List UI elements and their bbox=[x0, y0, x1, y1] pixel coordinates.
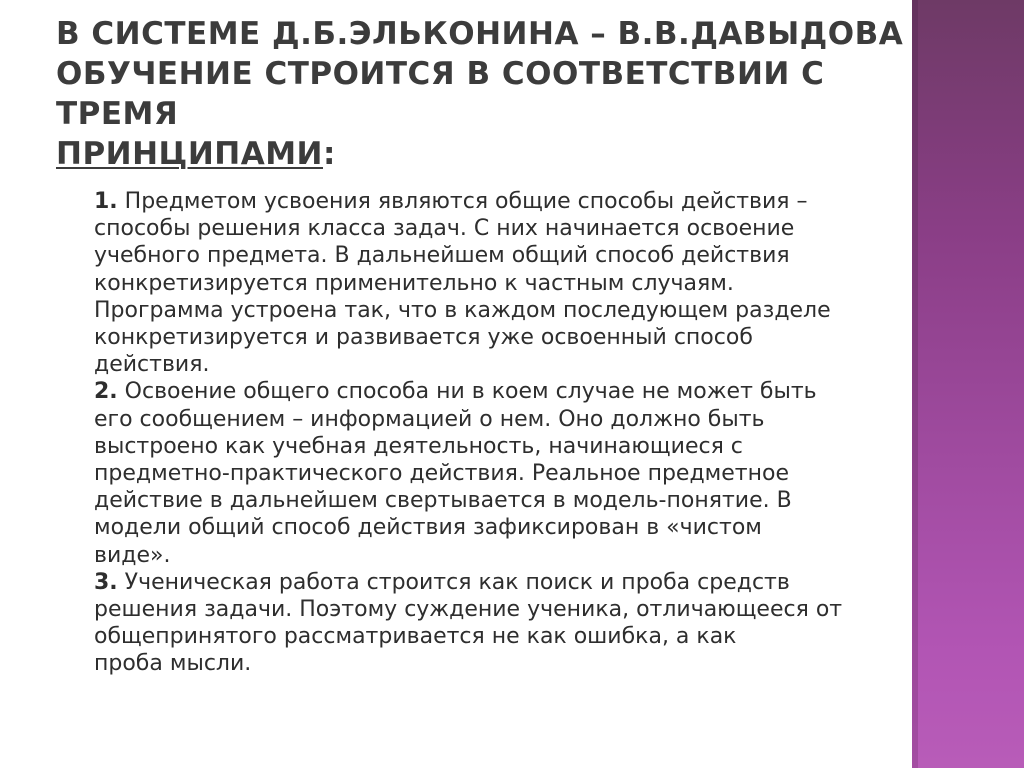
principle-2-line: модели общий способ действия зафиксирован в «чистом bbox=[94, 515, 762, 541]
slide-title-underlined-word: ПРИНЦИПАМИ bbox=[56, 136, 323, 172]
principle-2-number: 2. bbox=[94, 379, 118, 405]
principle-1-line: конкретизируется применительно к частным случаям. bbox=[94, 270, 734, 296]
principle-2-line: его сообщением – информацией о нем. Оно должно быть bbox=[94, 406, 765, 432]
principle-2-line: выстроено как учебная деятельность, начинающиеся с bbox=[94, 433, 743, 459]
slide-title-line-2: ОБУЧЕНИЕ СТРОИТСЯ В СООТВЕТСТВИИ С ТРЕМЯ bbox=[56, 56, 825, 132]
principle-2-line: виде». bbox=[94, 542, 171, 568]
principle-1-line: учебного предмета. В дальнейшем общий способ действия bbox=[94, 243, 790, 269]
principle-1-line: Программа устроена так, что в каждом последующем разделе bbox=[94, 297, 831, 323]
slide-title-line-1: В СИСТЕМЕ Д.Б.ЭЛЬКОНИНА – В.В.ДАВЫДОВА bbox=[56, 16, 904, 52]
principle-3-line: решения задачи. Поэтому суждение ученика, отличающееся от bbox=[94, 597, 843, 623]
principle-3-line: 3. Ученическая работа строится как поиск и проба средств bbox=[94, 569, 790, 595]
slide-title-colon: : bbox=[323, 136, 336, 172]
principle-2-line: 2. Освоение общего способа ни в коем случае не может быть bbox=[94, 379, 817, 405]
principle-3-number: 3. bbox=[94, 569, 118, 595]
slide-title bbox=[56, 14, 906, 174]
principle-3-line: проба мысли. bbox=[94, 651, 252, 677]
principle-1-line: конкретизируется и развивается уже освоенный способ bbox=[94, 325, 753, 351]
principle-1-number: 1. bbox=[94, 189, 118, 214]
principle-2-line: действие в дальнейшем свертывается в модель-понятие. В bbox=[94, 488, 792, 514]
principle-1-line: способы решения класса задач. С них начинается освоение bbox=[94, 216, 795, 242]
principle-2-line: предметно-практического действия. Реальное предметное bbox=[94, 461, 789, 487]
principle-1-line: 1. Предметом усвоения являются общие способы действия – bbox=[94, 189, 808, 214]
principle-3-line: общепринятого рассматривается не как ошибка, а как bbox=[94, 624, 737, 650]
principles-text bbox=[94, 188, 944, 678]
principle-1-line: действия. bbox=[94, 352, 210, 378]
